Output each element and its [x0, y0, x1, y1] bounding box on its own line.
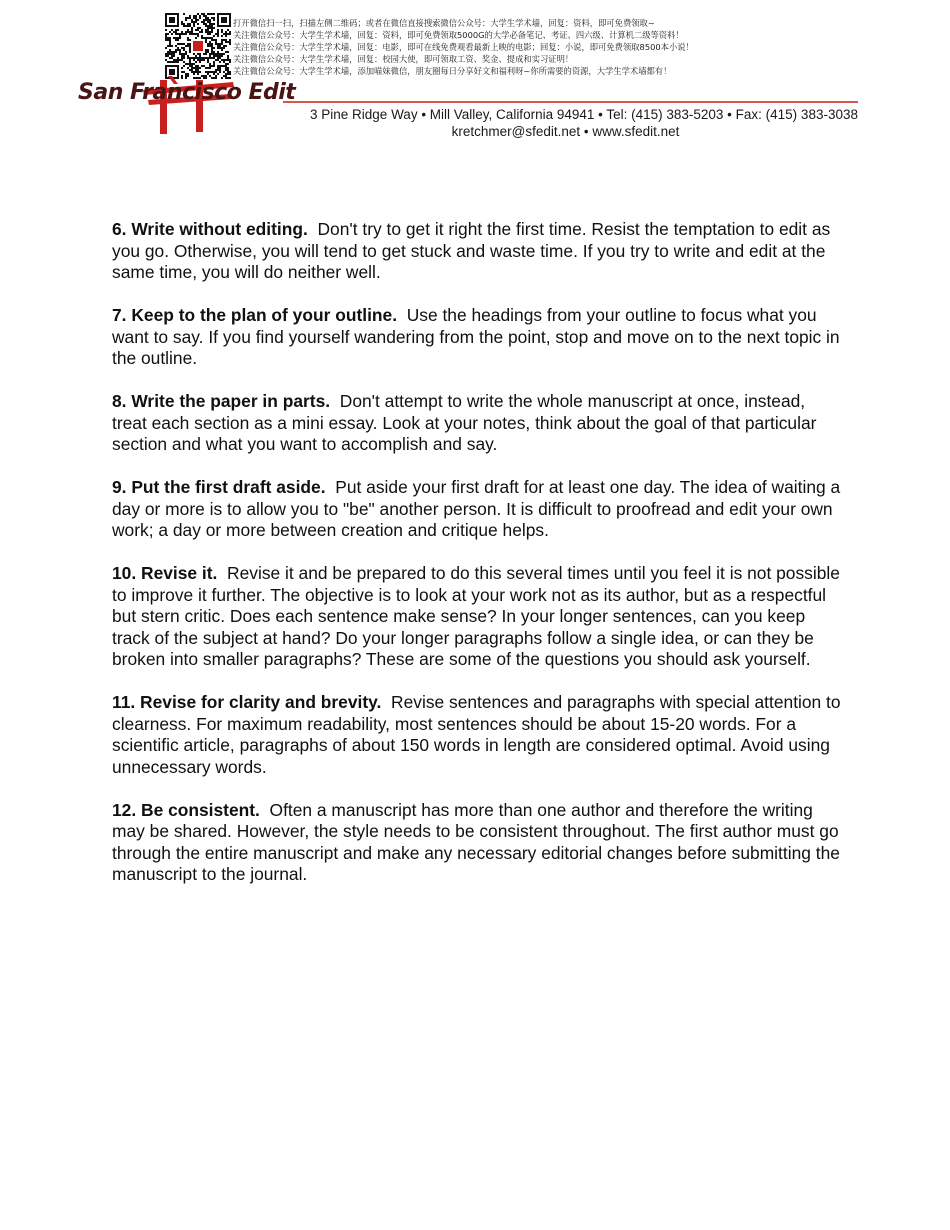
tips-list	[112, 219, 842, 907]
wechat-line: 关注微信公众号：大学生学术墙，回复：电影，即可在线免费观看最新上映的电影；回复：小说，即可免费领取8500本小说！	[233, 42, 694, 52]
tip-heading: 7. Keep to the plan of your outline.	[112, 305, 398, 325]
company-contact: kretchmer@sfedit.net • www.sfedit.net	[451, 124, 680, 139]
tip-paragraph	[112, 563, 842, 671]
tip-paragraph	[112, 692, 842, 778]
tip-body: Often a manuscript has more than one author and therefore the writing may be shared. However, the style needs to be consistent throughout. The first author must go through the entire manuscript and make any necessary editorial changes before submitting the manuscript to the journal.	[112, 799, 840, 884]
tip-paragraph	[112, 219, 842, 284]
wechat-promo-text	[233, 17, 793, 77]
tip-heading: 11. Revise for clarity and brevity.	[112, 692, 382, 712]
tip-paragraph	[112, 391, 842, 456]
tip-body: Put aside your first draft for at least one day. The idea of waiting a day or more is to allow you to "be" another person. It is difficult to proofread and edit your own work; a day or more between creation and critique helps.	[112, 477, 841, 540]
tip-body: Use the headings from your outline to focus what you want to say. If you find yourself wandering from the point, stop and move on to the next topic in the outline.	[112, 305, 840, 368]
wechat-line: 关注微信公众号：大学生学术墙，回复：校园大使，即可领取工资、奖金、提成和实习证明！	[233, 54, 574, 64]
tip-heading: 6. Write without editing.	[112, 219, 308, 239]
tip-paragraph	[112, 305, 842, 370]
tip-paragraph	[112, 800, 842, 886]
tip-heading: 12. Be consistent.	[112, 799, 260, 820]
qr-code-icon	[165, 13, 231, 79]
tip-heading: 10. Revise it.	[112, 563, 218, 583]
wechat-line: 关注微信公众号：大学生学术墙，添加喵妹微信，朋友圈每日分享好文和福利呀~你所需要的资源，大学生学术墙都有！	[233, 66, 672, 76]
company-logo	[78, 76, 296, 136]
tip-body: Don't try to get it right the first time. Resist the temptation to edit as you go. Otherwise, you will tend to get stuck and waste time. If you try to write and edit at the same time, you will do neither well.	[112, 219, 831, 282]
wechat-line: 打开微信扫一扫，扫描左侧二维码；或者在微信直接搜索微信公众号：大学生学术墙，回复：资料，即可免费领取~	[233, 18, 655, 28]
header-divider	[283, 101, 858, 103]
tip-paragraph	[112, 477, 842, 542]
tip-heading: 8. Write the paper in parts.	[112, 391, 331, 411]
tip-body: Don't attempt to write the whole manuscript at once, instead, treat each section as a mini essay. Look at your notes, think about the goal of that particular section and what you want to accomplish and say.	[112, 391, 817, 454]
logo-text: San Francisco Edit	[78, 80, 296, 105]
tip-body: Revise it and be prepared to do this several times until you feel it is not possible to improve it further. The objective is to look at your work not as its author, but as a respectful but stern critic. Does each sentence make sense? In your longer sentences, can you keep track of the subject at hand? Do your longer paragraphs follow a single idea, or can they be broken into smaller paragraphs? These are some of the questions you should ask yourself.	[112, 563, 840, 669]
tip-body: Revise sentences and paragraphs with special attention to clearness. For maximum readability, most sentences should be about 15-20 words. For a scientific article, paragraphs of about 150 words in length are considered optimal. Avoid using unnecessary words.	[112, 692, 841, 777]
company-address: 3 Pine Ridge Way • Mill Valley, California 94941 • Tel: (415) 383-5203 • Fax: (415) 383-3038	[310, 107, 858, 122]
wechat-line: 关注微信公众号：大学生学术墙，回复：资料，即可免费领取5000G的大学必备笔记、考证、四六级、计算机二级等资料！	[233, 30, 684, 40]
tip-heading: 9. Put the first draft aside.	[112, 477, 326, 497]
